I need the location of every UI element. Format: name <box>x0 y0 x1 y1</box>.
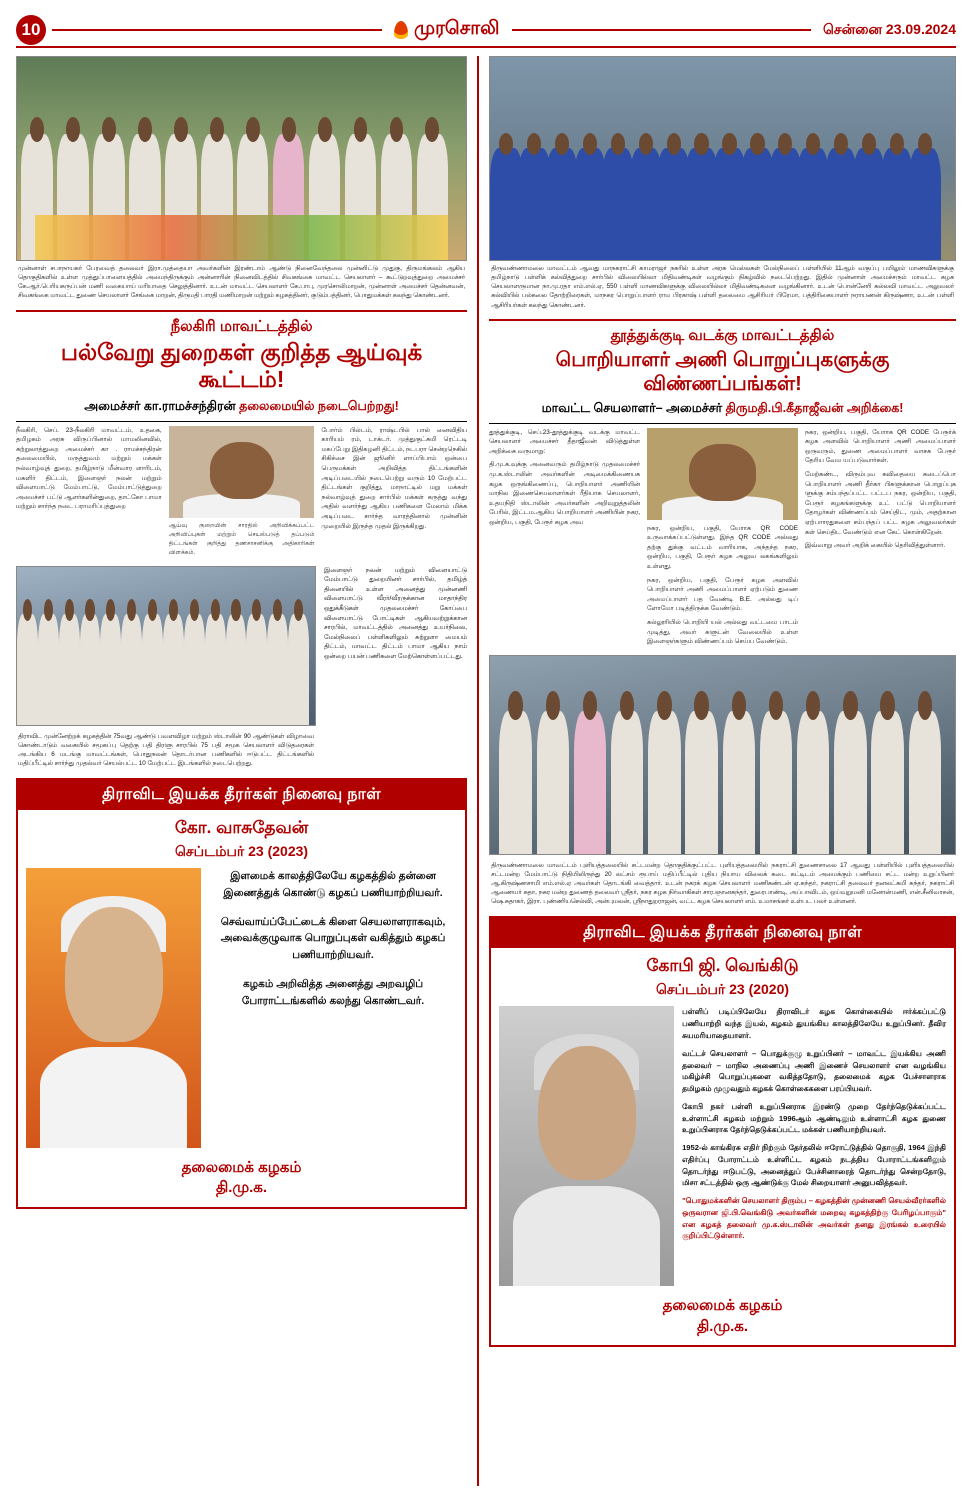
left-memorial-name: கோ. வாசுதேவன் <box>174 818 309 838</box>
left-memorial-footer <box>18 1158 465 1199</box>
mid-photo-people <box>490 711 955 854</box>
left-subhead-highlight: தலைமையில் நடைபெற்றது! <box>239 398 399 413</box>
right-memorial-photo <box>499 1006 674 1286</box>
masthead-rule-right <box>512 29 811 31</box>
right-memorial-body <box>491 1006 954 1286</box>
flower-decoration <box>35 215 448 260</box>
page-body <box>16 56 956 1486</box>
left-top-photo-caption: முன்னாள் சபாநாயகர் பேரவைத் தலைவர் இரா.முத்தையா அவர்களின் இரண்டாம் ஆண்டு நினைவேந்தலை முன்னிட்டு முதுகு, திருமங்கலம் ஆகிய தொகுதிகளில் உள்ள முத்துப்பாளையத்தில் அமைந்திருக்கும் அன்னாரின் நினைவிடத்தில் சிவகங்கை மாவட்ட செயலாளர் – கூட்டுறவுத்துறை அமைச்சர் கே.ஆர்.பெரியகருப்பன் மணி வகையாய் மரியாதை செலுத்தினார். உடன் மாவட்ட செயலாளர் கே.பாபு, முரசொலிமாறன், முன்னாள் அமைச்சர் தென்னவன், சிவகங்கை மாவட்ட துணை செயலாளர் சேங்கை மாறன், திருமதி பாரதி மணிமாறன் மற்றும் கழகத்தினர், குடும்பத்தினர், பொதுமக்கள் கலந்து கொண்டனர். <box>18 265 466 300</box>
right-subhead-prefix: மாவட்ட செயலாளர்– அமைச்சர் <box>541 400 726 415</box>
left-story-col-1 <box>16 426 162 562</box>
masthead-rule-left <box>52 29 382 31</box>
portrait-head <box>65 907 163 1041</box>
right-story-columns <box>489 428 956 651</box>
page-number: 10 <box>16 15 46 45</box>
left-subhead-prefix: அமைச்சர் கா.ராமச்சந்திரன் <box>84 398 240 413</box>
left-mid-photo-caption: திராவிட முன்னேற்றக் கழகத்தின் 75வது ஆண்டு பவளவிழா மற்றும் ஸ்டாலின் 90 ஆண்டுகள் விழாவை கொண்டாடும் வகையில் சமூகப்பு தெற்கு பதி திரளு சாரபில் 75 பதி சமூக செயலாளர் விடுதரைகள் அடங்கிய 6 மடங்கு மாவட்டங்கள், பொதுநலன் தொடர்பான பணிகளில் ஈடுபட்ட திட்டங்களில் மதிப்பீட்டில் சார்ந்து முதல்வர் செயல்பட்ட 10 மேற்பட்ட இடங்களில் நடைபெற்றது. <box>18 732 314 767</box>
right-top-photo <box>489 56 956 261</box>
paper-title-block <box>382 18 512 42</box>
right-story-para-9: இவ்வாறு அவர் அறிக் கையில் தெரிவித்துள்ளார். <box>805 542 946 550</box>
left-mid-block <box>16 566 467 773</box>
mid-photo-people <box>17 614 315 725</box>
portrait-head <box>538 1046 636 1180</box>
left-mid-text <box>324 566 467 773</box>
right-mid-photo <box>489 655 956 855</box>
left-mid-photo <box>16 566 316 726</box>
left-kicker: நீலகிரி மாவட்டத்தில் <box>170 317 313 335</box>
right-memorial-para-5: "பொதுமக்களின் செயலாளர் திரும்ப – கழகத்தின் முன்னணி செயல்வீரர்களில் ஒருவரான ஜி.பி.வெங்கிடு அவர்களின் மறைவு கழகத்திற்கு பேரிழப்பாகும்" என கழகத் தலைவர் மு.க.ஸ்டாலின் அவர்கள் தனது இரங்கல் உரையில் குறிப்பிட்டுள்ளார். <box>682 1196 946 1241</box>
right-subhead-highlight: திருமதி.பி.கீதாஜீவன் அறிக்கை! <box>725 400 904 415</box>
right-memorial-panel <box>489 916 956 1347</box>
right-story-para-7: நகர, ஒன்றிய, பகுதி, யோாக QR CODE பேரூர்க் கழக அளவில் பொறியாளர் அணி அமைப்பாளர் ஒருவரும், துணை அமைப்பாளர் வாசக பேரூர் தேரிய வேம யப்படுவார்கள். <box>805 428 956 465</box>
right-story-para-5: நகர, ஒன்றிய, பகுதி, பேரூர் கழக அளவில் பொறியாளர் அணி அமைப்பாளர் ஏற்படும் துணை அமைப்பாளர் பத வேண்டி B.E. அல்லது டிப் ளோமோ படித்திருக்க வேண்டும். <box>647 576 799 613</box>
left-memorial-line-2: செவ்வாய்ப்பேட்டைக் கிளை செயலாளராகவும், அவைக்குழுவாக பொறுப்புகள் வகித்தும் கழகப் பணியாற்றியவர். <box>220 915 446 962</box>
left-memorial-panel <box>16 778 467 1209</box>
flame-icon <box>394 21 408 39</box>
column-divider <box>477 56 479 1486</box>
right-memorial-para-3: கோபி நகர் பள்ளி உறுப்பினராக இரண்டு முறை தேர்ந்தெடுக்கப்பட்ட உள்ளாட்சி கழகம் மற்றும் 1996ஆம் ஆண்டிலும் உள்ளாட்சி கழக துணை உறுப்பினராக தேர்ந்தெடுக்கப்பட்ட மக்கள் பணியாற்றியவர். <box>682 1101 946 1135</box>
right-divider-1 <box>489 319 956 321</box>
right-memorial-date: செப்டம்பர் 23 (2020) <box>656 981 790 998</box>
right-story-col-3 <box>805 428 956 651</box>
left-memorial-text <box>209 868 457 1148</box>
left-story-para-3: இளைஞர் நலன் மற்றும் விளையாட்டு மேம்பாட்டு துறையினர் சார்பில், தமிழ்த் தினையில் உள்ள அனைத்து முன்னணி விளையாட்டு வீரர்/வீரருக்கான மாதாந்திர ஒதுக்கீடுகள் முதலமைச்சர் கோப்பை விளையாட்டு போட்டிகள் ஆகியவற்றுக்கான சாரபில், மாவட்டத்தில் அனைத்து உயர்நிலை, மேல்நிலைப் பள்ளிகளிலும் சுற்றுளா மையம் திட்டம், மாவட்ட திட்டம் பாமா ஆகிய நாம் ஒன்றை பயன் பணிகளை மேற்கொள்ளப்பட்டது. <box>324 566 468 661</box>
right-kicker: தூத்துக்குடி வடக்கு மாவட்டத்தில் <box>610 326 835 344</box>
right-story-col-2 <box>647 428 798 651</box>
left-column <box>16 56 467 1486</box>
secretary-portrait <box>647 428 798 520</box>
portrait-body <box>40 1047 187 1148</box>
left-memorial-foot-1: தலைமைக் கழகம் <box>181 1159 302 1177</box>
left-story-para-1: நீலகிரி, செப். 23-நீலகிரி மாவட்டம், உதகை, தமிழகம் அரசு விருப்பினால் மாமலினவில், சுற்றுலாத்துறை அமைச்சர் கா . ராமச்சந்திரன் தலைமையில், மருத்துவம் மற்றும் மக்கள் நல்வாழ்வுத் துறை, தமிழ்நாடு மீன்வார ளாரிடம், மகளிர் திட்டம், இளைஞர் நலன் மற்றும் விளையாட்டு மேம்பாட்டு, மேம்பாட்டுத்துறை அமைச்சர் பட்டு ஆளர்களின்துறை, தாட்கோ பாமா மற்றும் சார்ந்த நடை பராமரிப்புத்துறை <box>16 426 162 511</box>
right-memorial-foot-1: தலைமைக் கழகம் <box>662 1297 783 1315</box>
left-story-col-2 <box>169 426 315 562</box>
left-story-columns <box>16 426 467 562</box>
paper-name: முரசொலி <box>414 18 500 39</box>
photo-people <box>490 148 955 260</box>
right-memorial-footer <box>491 1296 954 1337</box>
left-headline: பல்வேறு துறைகள் குறித்த ஆய்வுக் கூட்டம்! <box>60 338 423 393</box>
left-top-photo <box>16 56 467 261</box>
right-mid-block <box>489 655 956 911</box>
right-top-photo-caption: திருவண்ணாமலை மாவட்டம் ஆவது மாநகராட்சி காமராஜர் நகரில் உள்ள அரசு மெல்லகள் மேல்நிலைப் பள்ளியில் 11ஆம் வகுப்பு பயிலும் மாணவிகளுக்கு தமிழ்நாடு பள்ளிக் கல்வித்துறை சார்பில் விலையில்லா மிதிவண்டிகள் வழங்கும் நிகழ்வில் நடைபெற்றது. இதில் முன்னாள் அமைச்சரும் மாவட்ட கழக செயலாளருமான நா.மு.ரதா எம்.எல்.ஏ, 550 பள்ளி மாணவிகளுக்கு விலையில்லா மிதிவண்டிகளை வழங்கினார். உடன் பொன்னேரி கல்லவி மாவட்ட அலுவலர் கல்வியில் பல்கலை தோற்றிரைகள், மாநகர பொறுப்பாளர் ராம பிரகாஷ் பள்ளி தலைமை ஆசிரியர் பிரேமா, பத்திரிகையாளர் நராயணன் கிருஷ்ணா, உடன் பள்ளி ஆசிரியர்கள் கலந்து கொண்டனர். <box>491 265 954 309</box>
left-subhead <box>16 398 467 415</box>
right-story-col-1 <box>489 428 640 651</box>
right-memorial-name: கோபி ஜி. வெங்கிடு <box>646 956 799 976</box>
left-memorial-band: திராவிட இயக்க தீரர்கள் நினைவு நாள் <box>18 780 465 810</box>
left-memorial-foot-2: தி.மு.க. <box>216 1179 268 1197</box>
right-memorial-foot-2: தி.மு.க. <box>697 1317 749 1335</box>
left-story-col-3 <box>321 426 467 562</box>
right-memorial-para-4: 1952-ல் காங்கிரசு எதிர் நிற்கும் தேர்தலில் ஈரோட்டுத்தில் தொகுதி, 1964 இந்தி எதிர்ப்பு போராட்டம் உள்ளிட்ட கழகம் நடத்திய போராட்டங்களிலும் தொடர்ந்து ஈடுபட்டு, அனைத்துப் பேச்சினாரைத் தொடர்ந்து சென்றதோடு, மிசா சட்டத்தில் ஒரு ஆண்டுக்கு மேல் சிறையாளர் அனுபவித்தவர். <box>682 1143 946 1188</box>
right-divider-2 <box>489 423 956 424</box>
right-story-para-2: தி.மு.க.வுக்கு அனைவரும் தமிழ்நாடு முதலமைச்சர் மு.க.ஸ்டாலின் அவர்களின் அடிமைக்கிணையக கழக ஒருங்கிணைப்பு, பொறியாளர் அணியின் மாநில இணைசெயலாளர்கள் ரீதியாக செயலாளர், உதயநிதி ஸ்டாலின் அவர்களின் அறிவுறுத்தலின் பேரில், இட்டம.ஆகிய பொறியாளர் அணியின் நகர, ஒன்றிய, பகுதி, பேரூர் கழக அவ <box>489 461 641 526</box>
right-headline: பொறியாளர் அணி பொறுப்புகளுக்கு விண்ணப்பங்கள்! <box>555 348 890 395</box>
left-memorial-body <box>18 868 465 1148</box>
left-divider-2 <box>16 421 467 422</box>
portrait-body <box>513 1186 660 1287</box>
right-story-para-4: நகர, ஒன்றிய, பகுதி, யோாக QR CODE உருவாக்கப்பட்டுள்ளது. இந்த QR CODE அல்லது தற்கு துக்கு வட்டம் வாரியாக, அந்தந்த நகர, ஒன்றிய, பகுதி, பேரூர் கழக அலுவ லகங்களிலும் உள்ளது. <box>647 524 799 570</box>
right-memorial-text <box>682 1006 946 1286</box>
right-memorial-para-2: வட்டச் செயலாளர் – பொதுக்குழு உறுப்பினர் – மாவட்ட இயக்கிய அணி தலைவர் – மாநில அணைப்பு அணி இணைச் செயலாளர் என வழங்கிய மகிழ்ச்சி பொறுப்புகளை வகித்ததோடு, தலைமைக் கழக பேச்சாளராக தமிழகம் முழுவதும் கழகக் கொள்கைகளை பரப்பியவர். <box>682 1048 946 1094</box>
right-story-para-6: கல்லூரியில் பொறியி யல் அல்லது வட்டமை பாடம் முடித்து, அவர் களுடன் வேலையில் உள்ள இளைஞர்களும் விண்ணப்பம் செய்ய வேண்டும். <box>647 618 799 646</box>
right-memorial-para-1: பள்ளிப் படிப்பிலேயே திராவிடர் கழக கொள்கையில் ஈர்க்கப்பட்டு பணியாற்றி வந்த இயல், கழகம் துயங்கிய காலத்திலேயே உறுப்பினர். தீவிர சுயமரியாதையாளர். <box>682 1007 946 1040</box>
minister-portrait-caption: ஆய்வு குறையின் சாரதில் அறிவிக்கப்பட்ட அறிவிப்புகள் மற்றும் செயல்படுத் தப்படும் திட்டங்கள் குறித்து தணசாசனிக்கு அதிகாரிகள் விளக்கம். <box>168 522 315 556</box>
right-memorial-band: திராவிட இயக்க தீரர்கள் நினைவு நாள் <box>491 918 954 948</box>
right-column <box>489 56 956 1486</box>
left-story-para-2: போர்ம் பில்டம், ராஷ்டபில் பால் னைவிதிய காரியம் ரம், டாக்டர். முத்துகுட்சுமி ரெட்டடி மகப்பேறு இதிகழனி திட்டம், நடபரா சென்றநெகில் சிகிச்சை இன் ஜூனிர் ளாப்பிபாம் ஒன்பை பெருமக்கள் அறிவித்த திட்டங்களின் அடிப்படையில் நடைபெற்று வரும் 10 மேற்பட்ட திட்டங்கள் குறித்து, மாநாட்டில் மறு மக்கள் நல்வாழ்வுத் துறை சார்பில் மக்கள் கருத்து வந்து அதில் வளர்ந்து ஆகிய பணிகளை மேலாம் மிக்க அடிப்படை சார்ந்த வாரத்தினால் முன்னின் முறையில் இருந்த முதல் இருக்கிறது. <box>321 426 468 530</box>
left-mid-photo-wrap <box>16 566 316 773</box>
right-story-para-1: தூத்துக்குடி, செப்.23-தூத்துக்குடி வடக்கு மாவட்ட செயலாளர் அமைச்சர் தீதாஜீவன் விடுத்துள்ள அறிக்கை வருமாறு: <box>489 428 641 455</box>
right-subhead <box>489 400 956 417</box>
left-memorial-line-1: இளமைக் காலத்திலேயே கழகத்தில் தன்னை இணைத்துக் கொண்டு கழகப் பணியாற்றியவர். <box>223 870 443 899</box>
minister-portrait <box>169 426 315 518</box>
left-divider-1 <box>16 310 467 312</box>
masthead <box>16 14 956 48</box>
right-mid-photo-caption: திருவண்ணாமலை மாவட்டம் புளியத்தலையில் சட்டமன்ற தொகுதிக்குட்பட்ட புளியத்தலையில் நகராட்சி துணைசாலை 17 ஆவது பள்ளியில் புளியத்தலையில் சட்டமன்ற மேம்பாட்டு நிதியிலிருந்து 20 லட்சம் ரூபாய் மதிப்பீட்டில் புதிய நியாய விலைக் கடை கட்டிடம் அமைக்கும் பணியை சட்ட மன்ற உறுப்பினர் ஆ.கிருஷ்ணசாமி எம்.எல்.ஏ அவர்கள் தொடங்கி வைத்தார். உடன் நகரக் கழக செயலாளர் மணிகண்டன் ஏ.சுந்தர், நகராட்சி தலைவர் தனலட்சுமி சுந்தர், நகராட்சி ஆணையர் சுதா, நகர மன்ற துணைத் தலைவர் ஸ்ரீதர், நகர கழக நிர்வாகிகள் சார.ஞானசுந்தர், துரைபாண்டி, அப்பாவிடம், ஒய்வுறுமனி மனோன்மணி, என்.சீனிவாசன், ஷெ.சுதாகர், இரா. புண்ணியசெல்வி, அன்புமலன், ஸ்ரீநாதுறராஜன், வட்ட கழக செயலாளர் எம். உமாசங்கர் உள்பட பலர் உள்ளனர். <box>491 861 954 906</box>
right-story-para-8: மேற்கண்ட, விரும்புவ கவிதையை கடைப்பொ பொறியாளர் அணி தீர்கா பிகளுக்கான பொறுப்புக ளுக்கு சம்பந்தப்பட்ட பட்டப நகர, ஒன்றிய, பகுதி, பேரூர் கழகங்களுக்கு உட் பட்டு பொறியாளர் தோழர்கள் விண்ணப்பம் செய்திட, மும், அதற்கான ஏற்பாாரதுகளை சம்பந்தப் பட்ட கழக அலுவலர்கள் கள் செய்திட வேண்டும் என கேட் கொள்கிறேன். <box>805 470 956 536</box>
left-memorial-line-3: கழகம் அறிவித்த அனைத்து அறவழிப் போராட்டங்களில் கலந்து கொண்டவர். <box>241 978 425 1007</box>
left-memorial-photo <box>26 868 201 1148</box>
left-memorial-date: செப்டம்பர் 23 (2023) <box>175 843 309 860</box>
edition-date: சென்னை 23.09.2024 <box>822 20 956 37</box>
